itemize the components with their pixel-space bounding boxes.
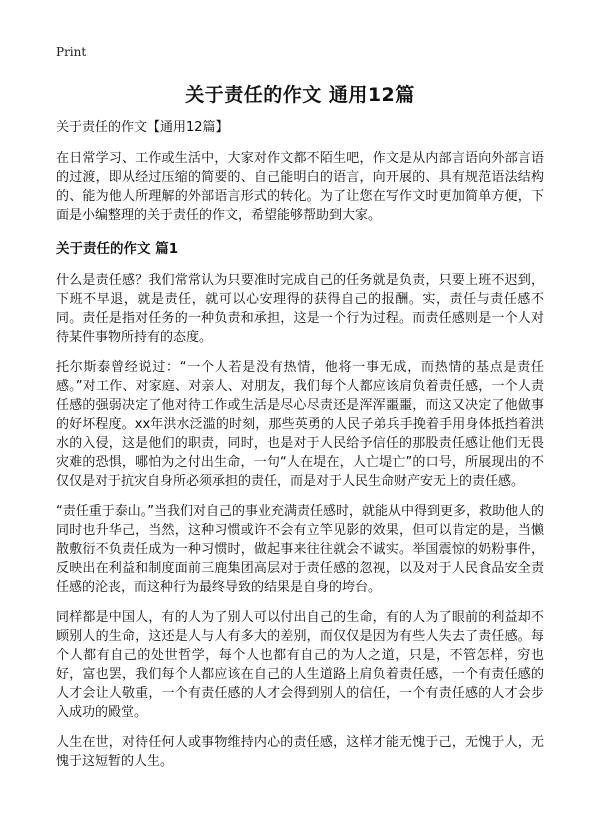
body-paragraph: 托尔斯泰曾经说过：“一个人若是没有热情，他将一事无成，而热情的基点是责任感。”对工作、对家庭、对亲人、对朋友，我们每个人都应该肩负着责任感，一个人责任感的强弱决定了他对待工作或生活是尽心尽责还是浑浑噩噩，而这又决定了他做事的好坏程度。xx年洪水泛滥的时刻，那些英勇的人民子弟兵手挽着手用身体抵挡着洪水的入侵，这是他们的职责，同时，也是对于人民给予信任的那股责任感让他们无畏灾难的恐惧，哪怕为之付出生命，一句“人在堤在，人亡堤亡”的口号，所展现出的不仅仅是对于抗灾自身所必须承担的责任，而是对于人民生命财产安无上的责任感。 bbox=[56, 360, 544, 489]
section-heading: 关于责任的作文 篇1 bbox=[56, 241, 179, 257]
intro-paragraph: 在日常学习、工作或生活中，大家对作文都不陌生吧，作文是从内部言语向外部言语的过渡，即从经过压缩的简要的、自己能明白的语言，向开展的、具有规范语法结构的、能为他人所理解的外部语言形式的转化。为了让您在写作文时更加简单方便，下面是小编整理的关于责任的作文，希望能够帮助到大家。 bbox=[56, 151, 544, 223]
document-body bbox=[56, 118, 544, 782]
body-paragraph: 人生在世，对待任何人或事物维持内心的责任感，这样才能无愧于己，无愧于人，无愧于这短暂的人生。 bbox=[56, 735, 544, 769]
body-paragraph: “责任重于泰山。”当我们对自己的事业充满责任感时，就能从中得到更多，救助他人的同时也升华己，当然，这种习惯或许不会有立竿见影的效果，但可以肯定的是，当懒散敷衍不负责任成为一种习惯时，做起事来往往就会不诚实。举国震惊的奶粉事件，反映出在利益和制度面前三鹿集团高层对于责任感的忽视，以及对于人民食品安全责任感的沦丧，而这种行为最终导致的结果是自身的垮台。 bbox=[56, 504, 544, 595]
print-link[interactable]: Print bbox=[56, 45, 87, 59]
document-title: 关于责任的作文 通用12篇 bbox=[185, 84, 415, 106]
document-subtitle: 关于责任的作文【通用12篇】 bbox=[56, 120, 229, 135]
body-paragraph: 什么是责任感？我们常常认为只要准时完成自己的任务就是负责，只要上班不迟到，下班不早退，就是责任，就可以心安理得的获得自己的报酬。实，责任与责任感不同。责任是指对任务的一种负责和承担，这是一个行为过程。而责任感则是一个人对待某件事物所持有的态度。 bbox=[56, 273, 544, 345]
body-paragraph: 同样都是中国人，有的人为了别人可以付出自己的生命，有的人为了眼前的利益却不顾别人的生命，这还是人与人有多大的差别，而仅仅是因为有些人失去了责任感。每个人都有自己的处世哲学，每个人也都有自己的为人之道，只是，不管怎样，穷也好，富也罢，我们每个人都应该在自己的人生道路上肩负着责任感，一个有责任感的人才会让人敬重，一个有责任感的人才会得到别人的信任，一个有责任感的人才会步入成功的殿堂。 bbox=[56, 610, 544, 720]
